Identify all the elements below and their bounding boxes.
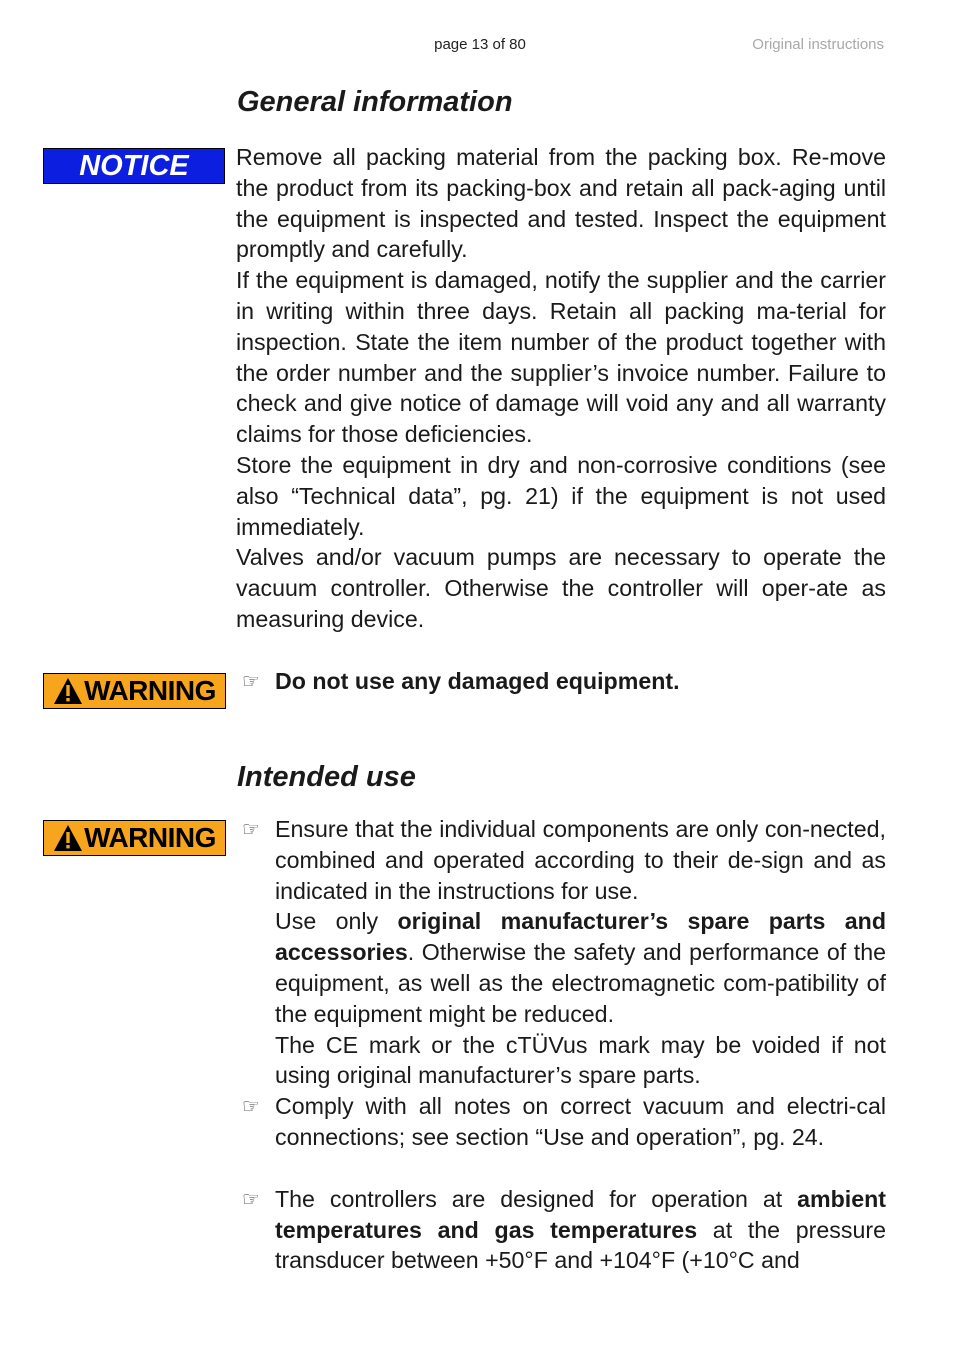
- warning-triangle-icon: [53, 677, 83, 705]
- list-item: [236, 814, 886, 1091]
- notice-badge: NOTICE: [43, 148, 225, 184]
- list-item: [236, 1091, 886, 1153]
- warning-badge-2: [43, 820, 226, 856]
- warning-badge-1: [43, 673, 226, 709]
- pointing-hand-icon: ☞: [242, 1094, 260, 1119]
- intended-item2: Comply with all notes on correct vacuum and electri-cal connections; see section “Use and operation”, pg. 24.: [275, 1093, 886, 1150]
- list-item: [236, 1184, 886, 1276]
- warning-list-1: [236, 666, 886, 697]
- intended-use-heading: Intended use: [237, 761, 416, 793]
- pointing-hand-icon: ☞: [242, 669, 260, 693]
- general-paragraph-1: Remove all packing material from the packing box. Re-move the product from its packing-box and retain all pack-aging until the equipment is inspected and tested. Inspect the equipment promptly and carefully.: [236, 144, 886, 263]
- pointing-hand-icon: ☞: [242, 817, 260, 841]
- general-information-heading: General information: [237, 86, 513, 118]
- warning-triangle-icon: [53, 824, 83, 852]
- general-paragraph-2: If the equipment is damaged, notify the supplier and the carrier in writing within three days. Retain all packing ma-terial for inspection. State the item number of the product together with the order number and the supplier’s invoice number. Failure to check and give notice of damage will void any and all warranty claims for those deficiencies.: [236, 267, 886, 448]
- page-header-original: Original instructions: [752, 36, 884, 53]
- intended-item1-p2: Use only original manufacturer’s spare parts and accessories. Otherwise the safety and performance of the equipment, as well as the electromagnetic com-patibility of the equipment might be reduced.: [275, 908, 887, 1027]
- page-header-number: page 13 of 80: [434, 36, 526, 53]
- warning-damaged-text: Do not use any damaged equipment.: [275, 668, 680, 694]
- intended-item1-p3: The CE mark or the cTÜVus mark may be voided if not using original manufacturer’s spare parts.: [275, 1031, 886, 1089]
- intended-use-list: [236, 814, 886, 1276]
- general-paragraph-4: Valves and/or vacuum pumps are necessary to operate the vacuum controller. Otherwise the controller will oper-ate as measuring device.: [236, 544, 886, 632]
- intended-item3: The controllers are designed for operation at ambient temperatures and gas temperatures at the pressure transducer between +50°F and +104°F (+10°C and: [275, 1185, 886, 1274]
- list-item: [236, 666, 886, 697]
- warning-label: WARNING: [84, 675, 216, 706]
- intended-item1-p1: Ensure that the individual components are only con-nected, combined and operated according to their de-sign and as indicated in the instructions for use.: [275, 816, 886, 904]
- general-paragraph-3: Store the equipment in dry and non-corrosive conditions (see also “Technical data”, pg. 21) if the equipment is not used immediately.: [236, 451, 886, 540]
- general-information-body: [236, 142, 886, 635]
- warning-label: WARNING: [84, 822, 216, 853]
- pointing-hand-icon: ☞: [242, 1186, 260, 1211]
